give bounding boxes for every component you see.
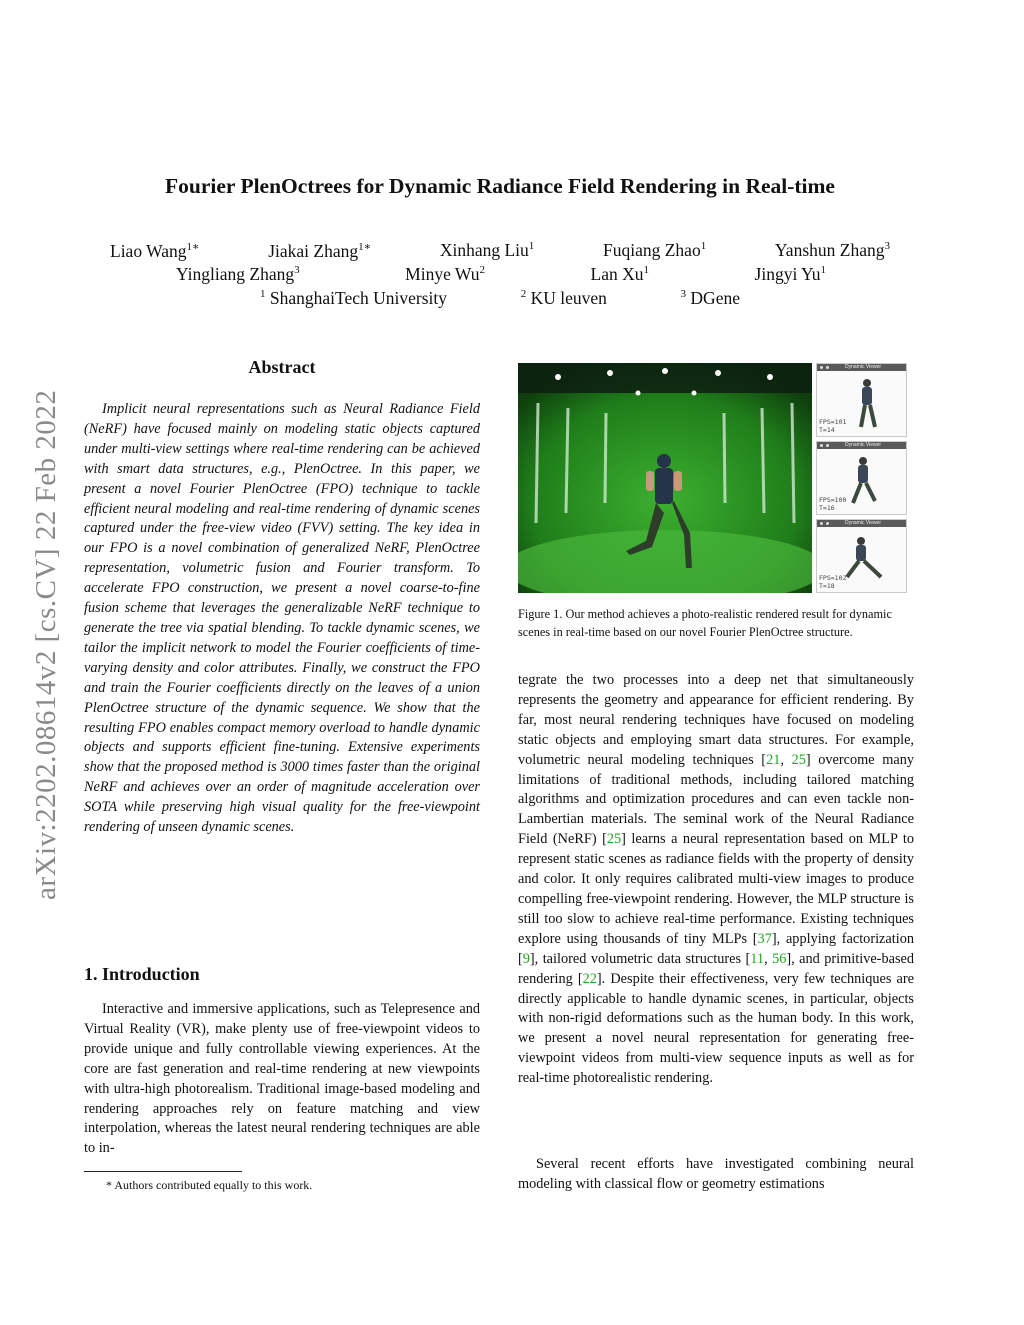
author-name: Yingliang Zhang$^3$ [176,264,300,284]
authors-row-2 [176,264,826,285]
paper-title: Fourier PlenOctrees for Dynamic Radiance Field Rendering in Real-time [165,174,835,198]
author-name: Liao Wang$^{1∗}$ [110,240,200,261]
body-paragraph: Several recent efforts have investigated combining neural modeling with classical flow or geometry estimations [518,1156,914,1192]
abstract-heading: Abstract [248,357,316,377]
body-paragraph: tegrate the two processes into a deep net that simultaneously represents the geometry and appearance for efficient rendering. By far, most neural rendering techniques have focused on modeling static objects and employing smart data structures. For example, volumetric neural modeling techniques [21, 25] overcome many limitations of traditional methods, including tailored matching algorithms and optimization procedures and can even tackle non-Lambertian materials. The seminal work of the Neural Radiance Field (NeRF) [25] learns a neural representation based on MLP to represent static scenes as radiance fields with the property of density and color. It only requires calibrated multi-view images to produce compelling free-viewpoint rendering. However, the MLP structure is still too slow to achieve real-time performance. Existing techniques explore using thousands of tiny MLPs [37], applying factorization [9], tailored volumetric data structures [11, 56], and primitive-based rendering [22]. Despite their effectiveness, very few techniques are directly applicable to handle dynamic scenes, in particular, objects with non-rigid deformations such as the human body. In this work, we present a novel neural representation for generating free-viewpoint videos from multi-view sequence inputs as well as for real-time photorealistic rendering. [518,672,915,1087]
affiliation: $^2$ KU leuven [520,288,607,308]
author-name: Lan Xu$^1$ [590,264,649,284]
viewer-stats: FPS=102 T=18 [819,574,847,590]
citation-link[interactable]: 9 [522,950,530,967]
affiliations [260,288,740,309]
introduction-heading: 1. Introduction [84,964,200,984]
author-name: Fuqiang Zhao$^1$ [603,240,707,260]
affiliation: $^1$ ShanghaiTech University [260,288,448,308]
dynamic-viewer-window: Dynamic Viewer FPS=100 T=16 [816,441,907,515]
figure-1 [518,363,905,593]
dynamic-viewer-window: Dynamic Viewer FPS=102 T=18 [816,519,907,593]
viewer-stats: FPS=101 T=14 [819,418,847,434]
affiliation: $^3$ DGene [680,288,740,308]
authors-row-1 [110,240,890,262]
citation-link[interactable]: 25 [791,751,806,768]
capture-dome-image [518,363,812,593]
introduction-text: Interactive and immersive applications, such as Telepresence and Virtual Reality (VR), make plenty use of free-viewpoint videos to provide unique and fully controllable viewing experiences. At the core are fast generation and real-time rendering at new viewpoints with ultra-high photorealism. Traditional image-based modeling and rendering approaches rely on feature matching and view interpolation, whereas the latest neural rendering techniques are able to in- [84,1001,480,1157]
author-name: Yanshun Zhang$^3$ [774,240,890,260]
author-name: Minye Wu$^2$ [405,264,485,284]
footnote-rule [84,1171,242,1172]
citation-link[interactable]: 22 [582,970,597,987]
citation-link[interactable]: 21 [766,751,781,768]
author-name: Xinhang Liu$^1$ [439,240,535,260]
dynamic-viewer-window: Dynamic Viewer FPS=101 T=14 [816,363,907,437]
footnote: * Authors contributed equally to this work. [106,1178,313,1192]
figure-caption: Figure 1. Our method achieves a photo-realistic rendered result for dynamic scenes in real-time based on our novel Fourier PlenOctree structure. [518,607,892,639]
citation-link[interactable]: 37 [757,930,772,947]
author-name: Jiakai Zhang$^{1∗}$ [268,240,372,261]
arxiv-stamp: arXiv:2202.08614v2 [cs.CV] 22 Feb 2022 [30,389,62,901]
citation-link[interactable]: 25 [606,831,622,848]
abstract-text: Implicit neural representations such as Neural Radiance Field (NeRF) have focused mainly on modeling static objects captured under multi-view settings where real-time rendering can be achieved with smart data structures, e.g., PlenOctree. In this paper, we present a novel Fourier PlenOctree (FPO) technique to tackle efficient neural modeling and real-time rendering of dynamic scenes captured under the free-view video (FVV) setting. The key idea in our FPO is a novel combination of generalized NeRF, PlenOctree representation, volumetric fusion and Fourier transform. To accelerate FPO construction, we present a novel coarse-to-fine fusion scheme that leverages the generalizable NeRF technique to generate the tree via spatial blending. To tackle dynamic scenes, we tailor the implicit network to model the Fourier coefficients of time-varying density and color attributes. Finally, we construct the FPO and train the Fourier coefficients directly on the leaves of a union PlenOctree structure of the dynamic sequence. We show that the resulting FPO enables compact memory overload to handle dynamic objects and supports efficient fine-tuning. Extensive experiments show that the proposed method is 3000 times faster than the original NeRF and achieves over an order of magnitude acceleration over SOTA while preserving high visual quality for the free-viewpoint rendering of unseen dynamic scenes. [84,401,480,836]
citation-link[interactable]: 11 [750,950,765,967]
viewer-stats: FPS=100 T=16 [819,496,847,512]
citation-link[interactable]: 56 [772,950,787,967]
author-name: Jingyi Yu$^1$ [754,264,826,284]
